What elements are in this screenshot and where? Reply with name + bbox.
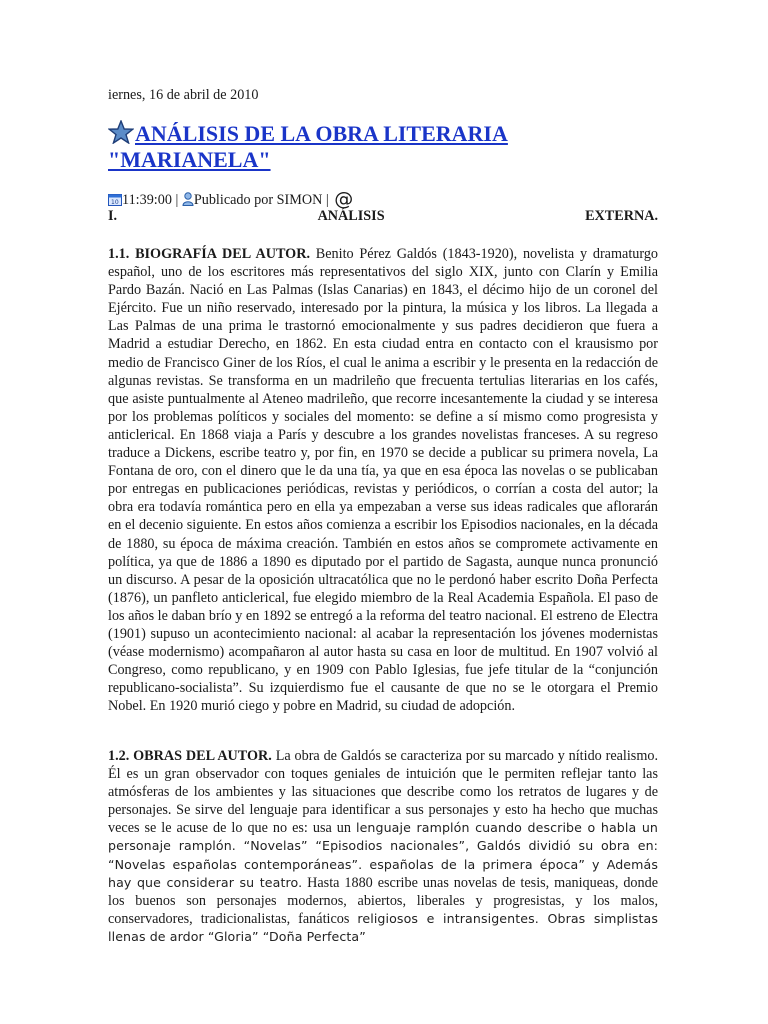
section-roman: I.: [108, 208, 118, 224]
post-time: 11:39:00: [122, 192, 172, 208]
biography-body: Benito Pérez Galdós (1843-1920), novelista y dramaturgo español, uno de los escritores más representativos del siglo XIX, junto con Clarín y Emilia Pardo Bazán. Nació en Las Palmas (Islas Canarias) en 1843, el décimo hijo de un coronel del Ejército. Fue un niño reservado, interesado por la pintura, la música y los libros. La llegada a Las Palmas de una prima le trastornó emocionalmente y sus padres decidieron que fuera a Madrid a estudiar Derecho, en 1862. En esta ciudad entra en contacto con el krausismo por medio de Francisco Giner de los Ríos, el cual le anima a escribir y le presenta en la redacción de algunas revistas. Se transforma en un madrileño que frecuenta tertulias literarias en los cafés, que asiste puntualmente al Ateneo madrileño, que recorre incesantemente la ciudad y se interesa por los problemas políticos y sociales del momento: se define a sí mismo como progresista y anticlerical. En 1868 viaja a París y descubre a los grandes novelistas franceses. A su regreso traduce a Dickens, escribe teatro y, por fin, en 1970 se decide a publicar su primera novela, La Fontana de oro, con el dinero que le da una tía, ya que en esa época las novelas o se publicaban por entregas en publicaciones periódicas, revistas y periódicos, o corrían a costa del autor; la obra era todavía romántica pero en ella ya empezaban a verse sus ideas radicales que aflorarán en el decenio siguiente. En estos años comienza a escribir los Episodios nacionales, en la década de 1880, su época de máxima creación. También en estos años se compromete activamente en política, ya que de 1886 a 1890 es diputado por el partido de Sagasta, aunque nunca pronunció un discurso. A pesar de la oposición ultracatólica que no le perdonó haber escrito Doña Perfecta (1876), un panfleto anticlerical, fue elegido miembro de la Real Academia Española. El paso de los años le daban brío y en 1892 se entregó a la reforma del teatro nacional. El estreno de Electra (1901) supuso un acontecimiento nacional: al acabar la representación los jóvenes modernistas (véase modernismo) acompañaron al autor hasta su casa en loor de multitud. En 1907 volvió al Congreso, como republicano, y en 1909 con Pablo Iglesias, fue jefe titular de la “conjunción republicano-socialista”. Su izquierdismo fue el causante de que no se le otorgara el Premio Nobel. En 1920 murió ciego y pobre en Madrid, su ciudad de adopción.: [108, 246, 659, 715]
works-paragraph: [108, 747, 658, 946]
post-author[interactable]: Publicado por SIMON: [193, 192, 323, 208]
works-heading: 1.2. OBRAS DEL AUTOR.: [108, 748, 272, 764]
meta-separator-2: |: [325, 192, 329, 208]
biography-heading: 1.1. BIOGRAFÍA DEL AUTOR.: [108, 246, 310, 262]
svg-text:10: 10: [111, 199, 119, 206]
email-icon[interactable]: @: [334, 188, 354, 210]
biography-paragraph: [108, 245, 658, 715]
post-title-block: [108, 120, 668, 173]
star-icon: [108, 120, 134, 144]
section-word-2: EXTERNA.: [585, 208, 658, 224]
works-body-b: lenguaje ramplón cuando describe o habla un personaje ramplón. “Novelas” “Episodios nacionales”, Galdós dividió su obra en: “Novelas españolas contemporáneas”. españolas de la primera época” y Además hay que considerar su teatro.: [108, 820, 659, 890]
works-body-d: religiosos e intransigentes. Obras simplistas llenas de ardor “Gloria” “Doña Perfecta”: [108, 910, 658, 944]
works-body-a: La obra de Galdós se caracteriza por su marcado y nítido realismo. Él es un gran observador con toques geniales de intuición que le permiten reflejar tanto las atmósferas de los ambientes y las situaciones que describe como los retratos de lugares y de personajes. Se sirve del lenguaje para identificar a sus personajes y esto ha hecho que muchas veces se le acuse de lo que no es: usa un: [108, 748, 659, 837]
post-title-link[interactable]: ANÁLISIS DE LA OBRA LITERARIA "MARIANELA": [108, 121, 508, 172]
section-heading: [108, 208, 658, 225]
section-word-1: ANÁLISIS: [317, 208, 385, 224]
post-date: iernes, 16 de abril de 2010: [108, 87, 259, 103]
meta-separator: |: [175, 192, 179, 208]
works-body-c: Hasta 1880 escribe unas novelas de tesis, maniqueas, donde los buenos son personajes modernos, abiertos, liberales y progresistas, y los malos, conservadores, tradicionalistas, fanáticos: [108, 874, 658, 927]
